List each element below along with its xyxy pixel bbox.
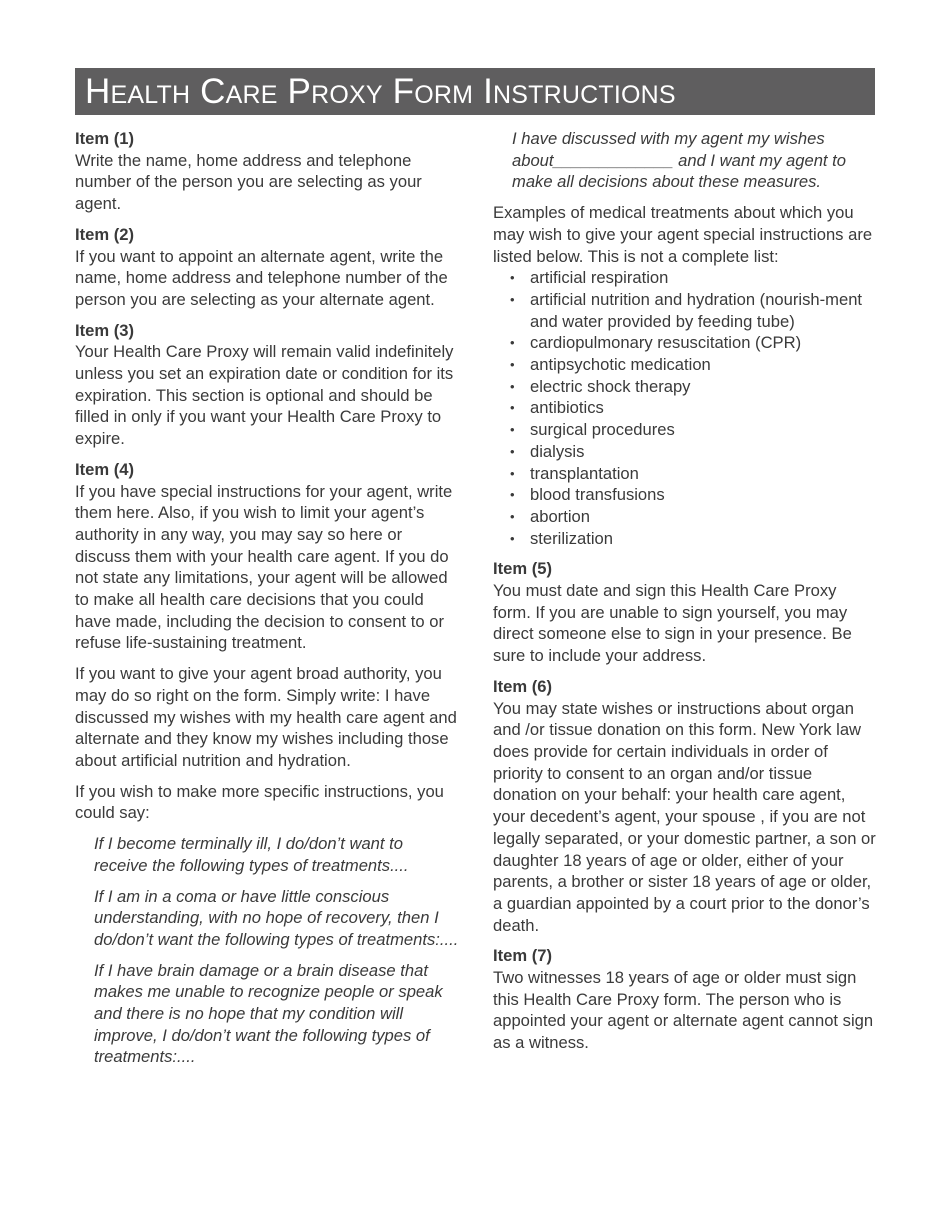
left-column <box>75 128 460 1068</box>
list-item-text: dialysis <box>530 441 585 461</box>
bullet-icon: • <box>510 335 515 351</box>
item-1-text: Write the name, home address and telephone number of the person you are selecting as your agent. <box>75 150 422 214</box>
item-4-text: If you have special instructions for your agent, write them here. Also, if you wish to limit your agent’s authority in any way, you may say so here or discuss them with your health care agent. If you do not state any limitations, your agent will be allowed to make all health care decisions that you could have made, including the decision to consent to or refuse life-sustaining treatment. <box>75 481 453 653</box>
item-1-heading: Item (1) <box>75 129 135 148</box>
item-5-text: You must date and sign this Health Care Proxy form. If you are unable to sign yourself, you may direct someone else to sign in your presence. Be sure to include your address. <box>493 581 852 666</box>
list-item <box>493 528 878 550</box>
list-item <box>493 376 878 398</box>
list-item <box>493 354 878 376</box>
bullet-icon: • <box>510 508 515 524</box>
item-4-broad-authority: If you want to give your agent broad authority, you may do so right on the form. Simply write: I have discussed my wishes with my health care agent and alternate and they know my wishes including those about artificial nutrition and hydration. <box>75 664 457 770</box>
list-item-text: transplantation <box>530 463 639 483</box>
item-3-text: Your Health Care Proxy will remain valid indefinitely unless you set an expiration date or condition for its expiration. This section is optional and should be filled in only if you want your Health Care Proxy to expire. <box>75 342 454 449</box>
bullet-icon: • <box>510 422 515 438</box>
title-bar <box>75 68 875 115</box>
item-3-heading: Item (3) <box>75 320 135 340</box>
example-instruction: I have discussed with my agent my wishes about_____________ and I want my agent to make all decisions about these measures. <box>512 129 846 192</box>
item-6-heading: Item (6) <box>493 676 553 696</box>
list-item <box>493 463 878 485</box>
item-4-heading: Item (4) <box>75 459 135 479</box>
example-instruction: If I become terminally ill, I do/don’t want to receive the following types of treatments.... <box>94 834 409 875</box>
item-7-text: Two witnesses 18 years of age or older must sign this Health Care Proxy form. The person who is appointed your agent or alternate agent cannot sign as a witness. <box>493 968 874 1053</box>
list-item <box>493 289 878 332</box>
list-item-text: antibiotics <box>530 398 604 418</box>
treatments-intro: Examples of medical treatments about which you may wish to give your agent special instructions are listed below. This is not a complete list: <box>493 203 873 266</box>
bullet-icon: • <box>510 291 515 307</box>
list-item <box>493 397 878 419</box>
bullet-icon: • <box>510 530 515 546</box>
treatments-list <box>493 267 878 549</box>
list-item <box>493 267 878 289</box>
list-item <box>493 506 878 528</box>
item-5-heading: Item (5) <box>493 559 553 579</box>
list-item-text: blood transfusions <box>530 485 665 505</box>
list-item <box>493 484 878 506</box>
list-item-text: artificial nutrition and hydration (nourish-ment and water provided by feeding tube) <box>530 289 863 331</box>
list-item-text: artificial respiration <box>530 268 669 288</box>
bullet-icon: • <box>510 357 515 373</box>
list-item-text: surgical procedures <box>530 420 675 440</box>
bullet-icon: • <box>510 487 515 503</box>
list-item <box>493 441 878 463</box>
bullet-icon: • <box>510 270 515 286</box>
list-item <box>493 419 878 441</box>
bullet-icon: • <box>510 465 515 481</box>
item-6-text: You may state wishes or instructions about organ and /or tissue donation on this form. New York law does provide for certain individuals in order of priority to consent to an organ and/or tissue donation on your behalf: your health care agent, your decedent’s agent, your spouse , if you are not legally separated, or your domestic partner, a son or daughter 18 years of age or older, either of your parents, a brother or sister 18 years of age or older, a guardian appointed by a court prior to the donor’s death. <box>493 698 876 935</box>
list-item-text: cardiopulmonary resuscitation (CPR) <box>530 333 802 353</box>
list-item-text: sterilization <box>530 528 614 548</box>
list-item-text: antipsychotic medication <box>530 355 711 375</box>
list-item-text: abortion <box>530 506 590 526</box>
item-2-text: If you want to appoint an alternate agent, write the name, home address and telephone number of the person you are selecting as your alternate agent. <box>75 246 448 309</box>
page-title: Health Care Proxy Form Instructions <box>85 72 676 111</box>
list-item-text: electric shock therapy <box>530 376 691 396</box>
item-4-specific-intro: If you wish to make more specific instructions, you could say: <box>75 781 444 823</box>
item-7-heading: Item (7) <box>493 946 553 966</box>
bullet-icon: • <box>510 378 515 394</box>
bullet-icon: • <box>510 443 515 459</box>
example-instruction: If I have brain damage or a brain disease that makes me unable to recognize people or speak and there is no hope that my condition will improve, I do/don’t want the following types of treatments:.... <box>94 960 443 1067</box>
item-2-heading: Item (2) <box>75 224 135 244</box>
example-instruction: If I am in a coma or have little conscious understanding, with no hope of recovery, then I do/don’t want the following types of treatments:.... <box>94 886 459 949</box>
bullet-icon: • <box>510 400 515 416</box>
right-column <box>493 128 878 1054</box>
list-item <box>493 332 878 354</box>
